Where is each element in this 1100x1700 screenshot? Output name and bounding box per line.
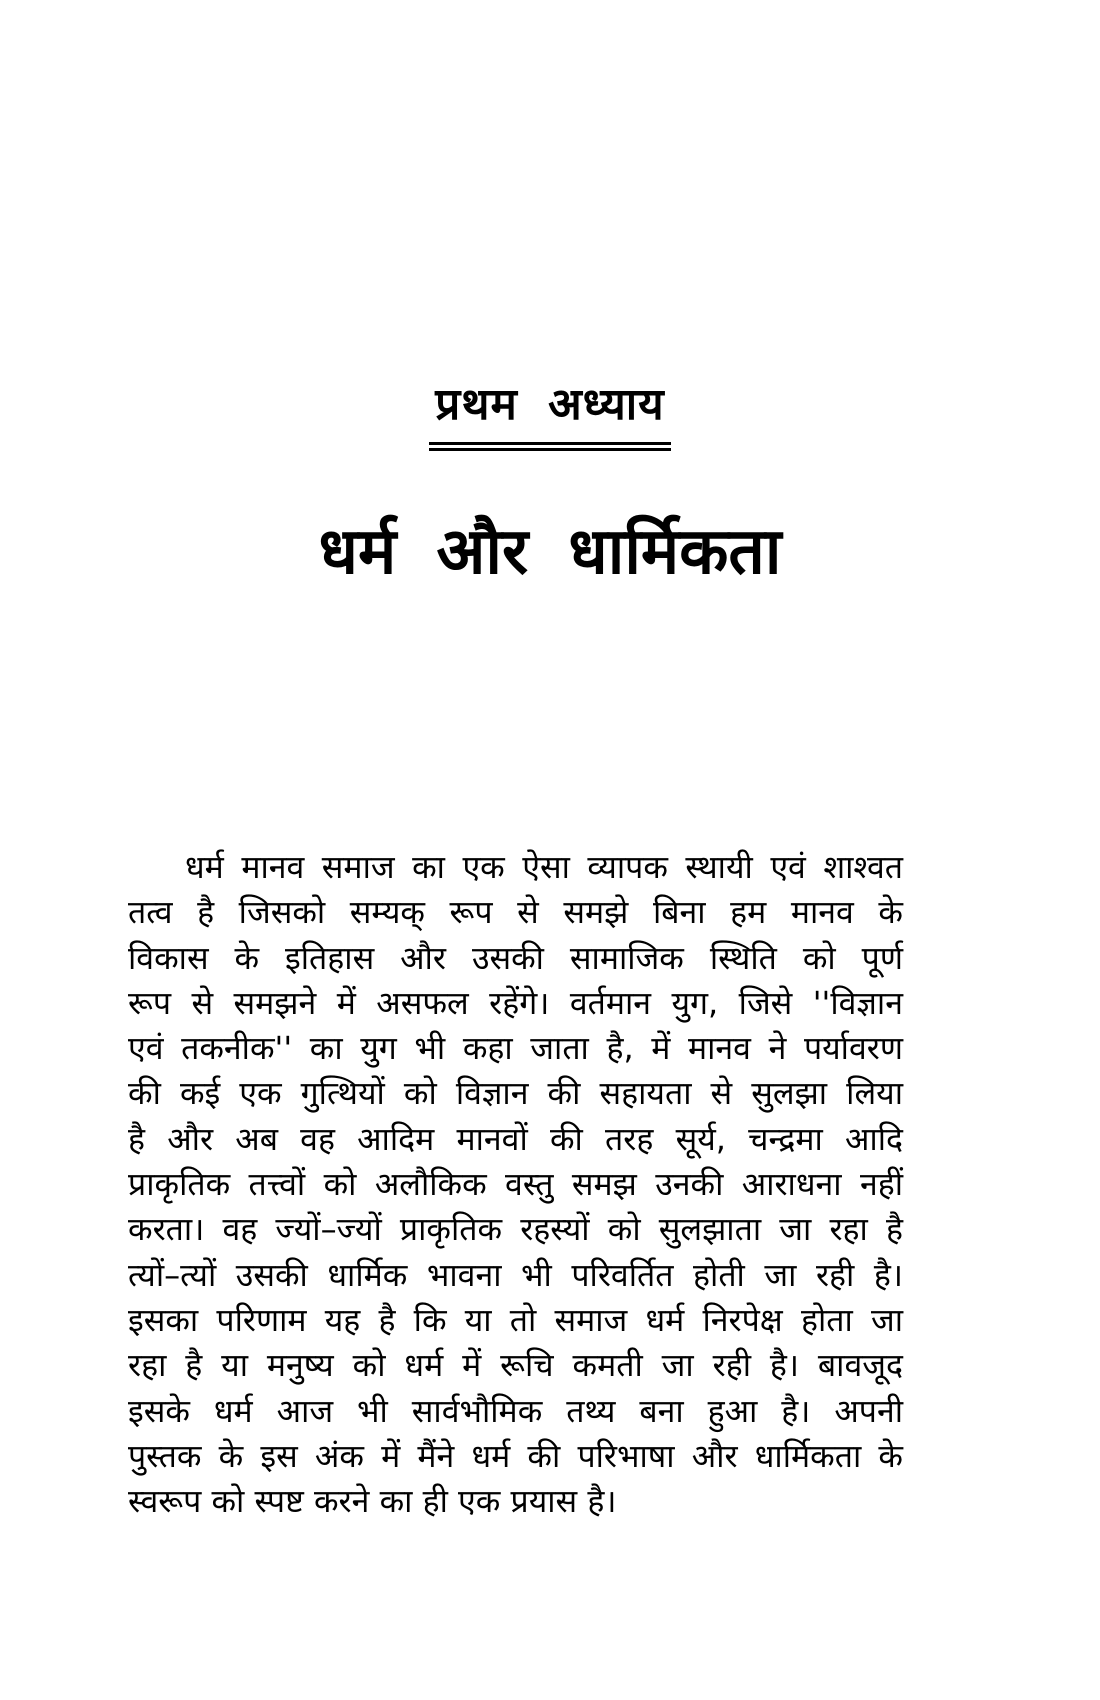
chapter-heading-container (0, 372, 1100, 451)
body-text-line: इसके धर्म आज भी सार्वभौमिक तथ्य बना हुआ है। अपनी (128, 1391, 903, 1430)
body-text-line: विकास के इतिहास और उसकी सामाजिक स्थिति को पूर्ण (128, 938, 903, 977)
body-text-line: है और अब वह आदिम मानवों की तरह सूर्य, चन्द्रमा आदि (128, 1119, 903, 1158)
body-text-line: की कई एक गुत्थियों को विज्ञान की सहायता से सुलझा लिया (128, 1074, 903, 1113)
body-text-line: रूप से समझने में असफल रहेंगे। वर्तमान युग, जिसे ''विज्ञान (128, 983, 903, 1022)
page-title: धर्म और धार्मिकता (318, 515, 782, 589)
body-text-line: धर्म मानव समाज का एक ऐसा व्यापक स्थायी एवं शाश्वत (185, 848, 903, 886)
body-paragraph (128, 845, 903, 1524)
body-text-line: प्राकृतिक तत्त्वों को अलौकिक वस्तु समझ उनकी आराधना नहीं (128, 1165, 903, 1204)
body-text-line: इसका परिणाम यह है कि या तो समाज धर्म निरपेक्ष होता जा (128, 1300, 903, 1339)
chapter-heading: प्रथम अध्याय (429, 372, 670, 451)
body-text-line: पुस्तक के इस अंक में मैंने धर्म की परिभाषा और धार्मिकता के (128, 1436, 903, 1475)
body-text-line: स्वरूप को स्पष्ट करने का ही एक प्रयास है। (128, 1482, 617, 1521)
body-text-line: त्यों–त्यों उसकी धार्मिक भावना भी परिवर्तित होती जा रही है। (128, 1255, 903, 1294)
body-text-line: एवं तकनीक'' का युग भी कहा जाता है, में मानव ने पर्यावरण (128, 1029, 903, 1068)
body-text-line: करता। वह ज्यों–ज्यों प्राकृतिक रहस्यों को सुलझाता जा रहा है (128, 1210, 903, 1249)
body-text-line: रहा है या मनुष्य को धर्म में रूचि कमती जा रही है। बावजूद (128, 1346, 903, 1385)
body-text-line: तत्व है जिसको सम्यक् रूप से समझे बिना हम मानव के (128, 893, 903, 932)
